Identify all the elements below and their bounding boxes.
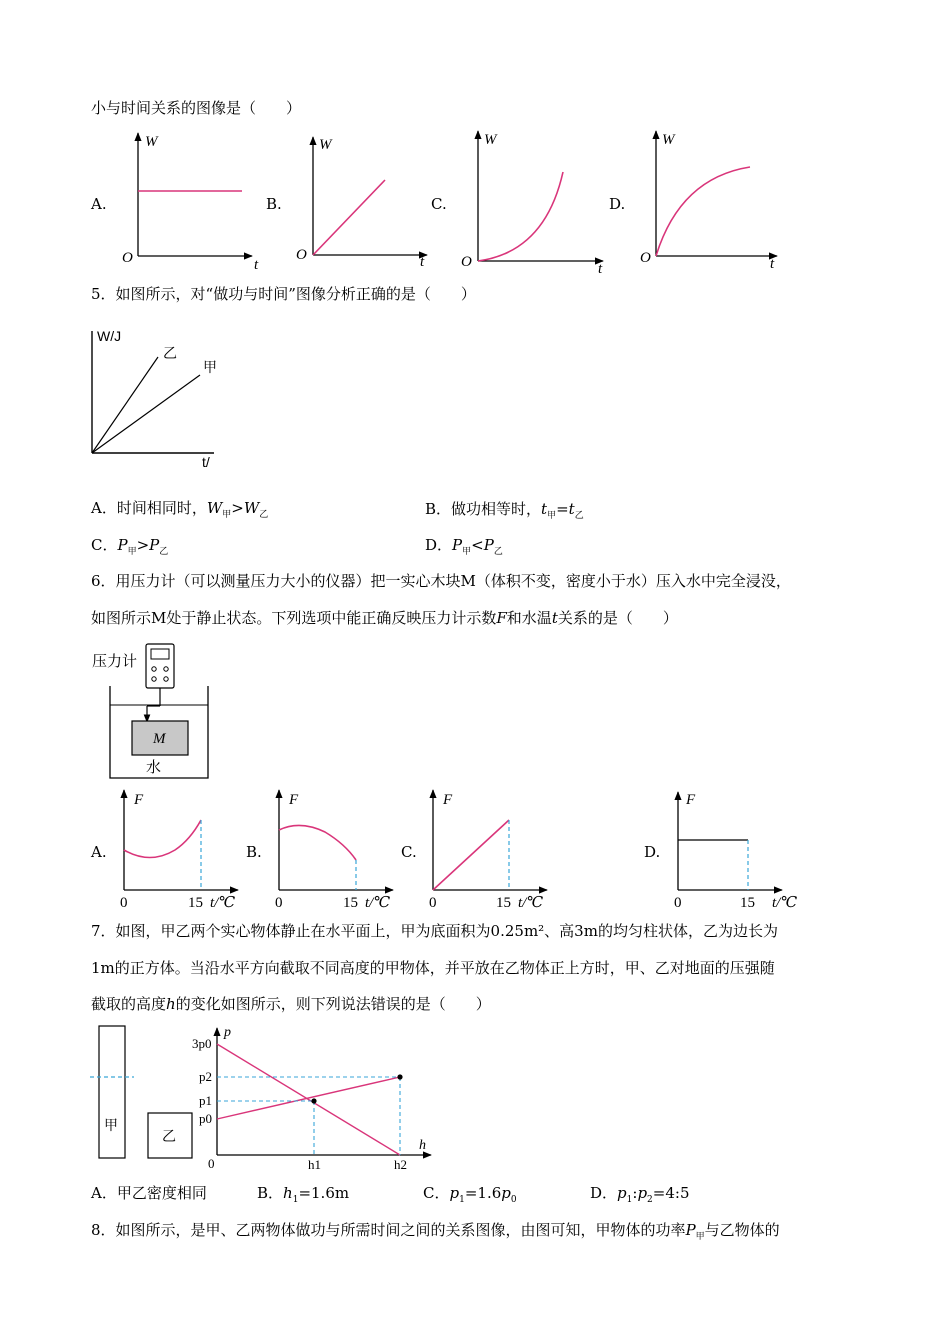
q4-d-x-label: t	[770, 256, 775, 272]
q5-x-label: t/	[202, 454, 210, 470]
q4-graph-a	[122, 133, 259, 273]
q4-graph-d	[640, 131, 777, 272]
q6-c-x: t/℃	[518, 895, 544, 911]
q7-x-axis: h	[419, 1138, 426, 1153]
q6-d-tick: 15	[740, 895, 755, 911]
q5-line-yi	[92, 357, 158, 453]
q5-stem: 5．如图所示，对“做功与时间”图像分析正确的是（ ）	[91, 285, 476, 303]
q6-c-tick: 15	[496, 895, 511, 911]
q4-option-a-label: A.	[91, 195, 107, 213]
q4-option-b-label: B.	[266, 195, 282, 213]
q7-option-d: D．$p_1:p_2=4:5$	[590, 1184, 690, 1205]
q5-option-a: A．时间相同时，$W_甲>W_乙$	[91, 499, 269, 520]
jia-column	[99, 1026, 125, 1158]
q4-a-origin: O	[122, 250, 133, 266]
q7-tick-h2: h2	[394, 1157, 407, 1172]
q5-graph	[80, 325, 280, 475]
q4-b-curve	[313, 180, 385, 255]
q5-option-d: D．$P_甲<P_乙$	[425, 536, 503, 557]
q6-b-origin: 0	[275, 895, 283, 911]
q6-d-origin: 0	[674, 895, 682, 911]
q7-origin: 0	[208, 1156, 215, 1171]
q6-b-x: t/℃	[365, 895, 391, 911]
q4-c-y-label: W	[484, 132, 497, 148]
q8-stem: 8．如图所示，是甲、乙两物体做功与所需时间之间的关系图像，由图可知，甲物体的功率$P_甲$与乙物体的	[91, 1221, 780, 1242]
q6-graphs	[0, 780, 950, 920]
q4-option-d-label: D.	[609, 195, 626, 213]
q7-stem-line1: 7．如图，甲乙两个实心物体静止在水平面上，甲为底面积为0.25m²、高3m的均匀柱状体，乙为边长为	[91, 922, 778, 940]
q6-c-curve	[433, 820, 509, 890]
q4-d-curve	[656, 167, 750, 256]
q4-graphs	[0, 0, 950, 290]
q7-stem-line2: 1m的正方体。当沿水平方向截取不同高度的甲物体，并平放在乙物体正上方时，甲、乙对地面的压强随	[91, 959, 775, 977]
q6-c-origin: 0	[429, 895, 437, 911]
q4-a-y-label: W	[145, 134, 158, 150]
q6-option-d-label: D.	[644, 843, 661, 861]
q4-d-origin: O	[640, 250, 651, 266]
q4-graph-c	[461, 131, 603, 277]
q6-meter-label: 压力计	[92, 654, 138, 670]
q6-d-x: t/℃	[772, 895, 798, 911]
q7-option-a: A．甲乙密度相同	[91, 1184, 207, 1202]
q6-c-y: F	[443, 792, 453, 808]
q6-b-tick: 15	[343, 895, 358, 911]
q7-line-yi	[217, 1077, 400, 1119]
q4-c-x-label: t	[598, 261, 603, 277]
q7-line-jia	[217, 1044, 400, 1155]
q7-tick-p1: p1	[199, 1093, 212, 1108]
q6-b-curve	[279, 825, 356, 860]
q6-block-label: M	[153, 731, 166, 747]
q4-stem-tail: 小与时间关系的图像是（ ）	[91, 99, 302, 117]
q6-option-b-label: B.	[246, 843, 262, 861]
q7-yi-label: 乙	[162, 1130, 176, 1145]
q4-b-origin: O	[296, 247, 307, 263]
q6-option-a-label: A.	[91, 843, 107, 861]
q5-line-jia	[92, 375, 200, 453]
q7-tick-p2: p2	[199, 1069, 212, 1084]
q7-jia-label: 甲	[104, 1119, 118, 1134]
q7-stem-line3: 截取的高度h的变化如图所示，则下列说法错误的是（ ）	[91, 995, 491, 1013]
q4-c-curve	[478, 172, 563, 261]
q5-option-c: C．$P_甲>P_乙$	[91, 536, 169, 557]
q4-b-x-label: t	[420, 254, 425, 270]
q6-b-y: F	[289, 792, 299, 808]
q6-a-y: F	[134, 792, 144, 808]
q7-y-axis: p	[224, 1025, 231, 1040]
q5-y-label: W/J	[97, 328, 122, 344]
q4-d-y-label: W	[662, 132, 675, 148]
q7-tick-p0: p0	[199, 1111, 212, 1126]
q4-a-x-label: t	[254, 257, 259, 273]
q7-figure	[88, 1022, 448, 1172]
q4-b-y-label: W	[319, 137, 332, 153]
q7-option-b: B．$h_1=1.6m$	[257, 1184, 350, 1205]
q6-water-label: 水	[146, 760, 162, 776]
q6-d-y: F	[686, 792, 696, 808]
q5-option-b: B．做功相等时，$t_甲=t_乙$	[425, 500, 584, 521]
q6-a-origin: 0	[120, 895, 128, 911]
q6-option-c-label: C.	[401, 843, 417, 861]
q7-tick-h1: h1	[308, 1157, 321, 1172]
q4-option-c-label: C.	[431, 195, 447, 213]
q7-tick-3p0: 3p0	[192, 1036, 212, 1051]
q6-graph-d	[674, 792, 797, 911]
q6-apparatus	[90, 642, 230, 782]
q6-graph-c	[429, 790, 547, 911]
q6-a-curve	[124, 820, 201, 858]
q7-option-c: C．$p_1=1.6p_0$	[423, 1184, 517, 1205]
q6-a-x: t/℃	[210, 895, 236, 911]
q6-graph-b	[275, 790, 393, 911]
q4-c-origin: O	[461, 254, 472, 270]
q6-stem-line2: 如图所示M处于静止状态。下列选项中能正确反映压力计示数F和水温t关系的是（ ）	[91, 609, 678, 627]
q5-label-jia: 甲	[203, 361, 217, 376]
q5-label-yi: 乙	[163, 347, 177, 362]
q4-graph-b	[296, 137, 427, 270]
q6-stem-line1: 6．用压力计（可以测量压力大小的仪器）把一实心木块M（体积不变，密度小于水）压入水中完全浸没，	[91, 572, 791, 590]
q6-graph-a	[120, 790, 238, 911]
q6-a-tick: 15	[188, 895, 203, 911]
